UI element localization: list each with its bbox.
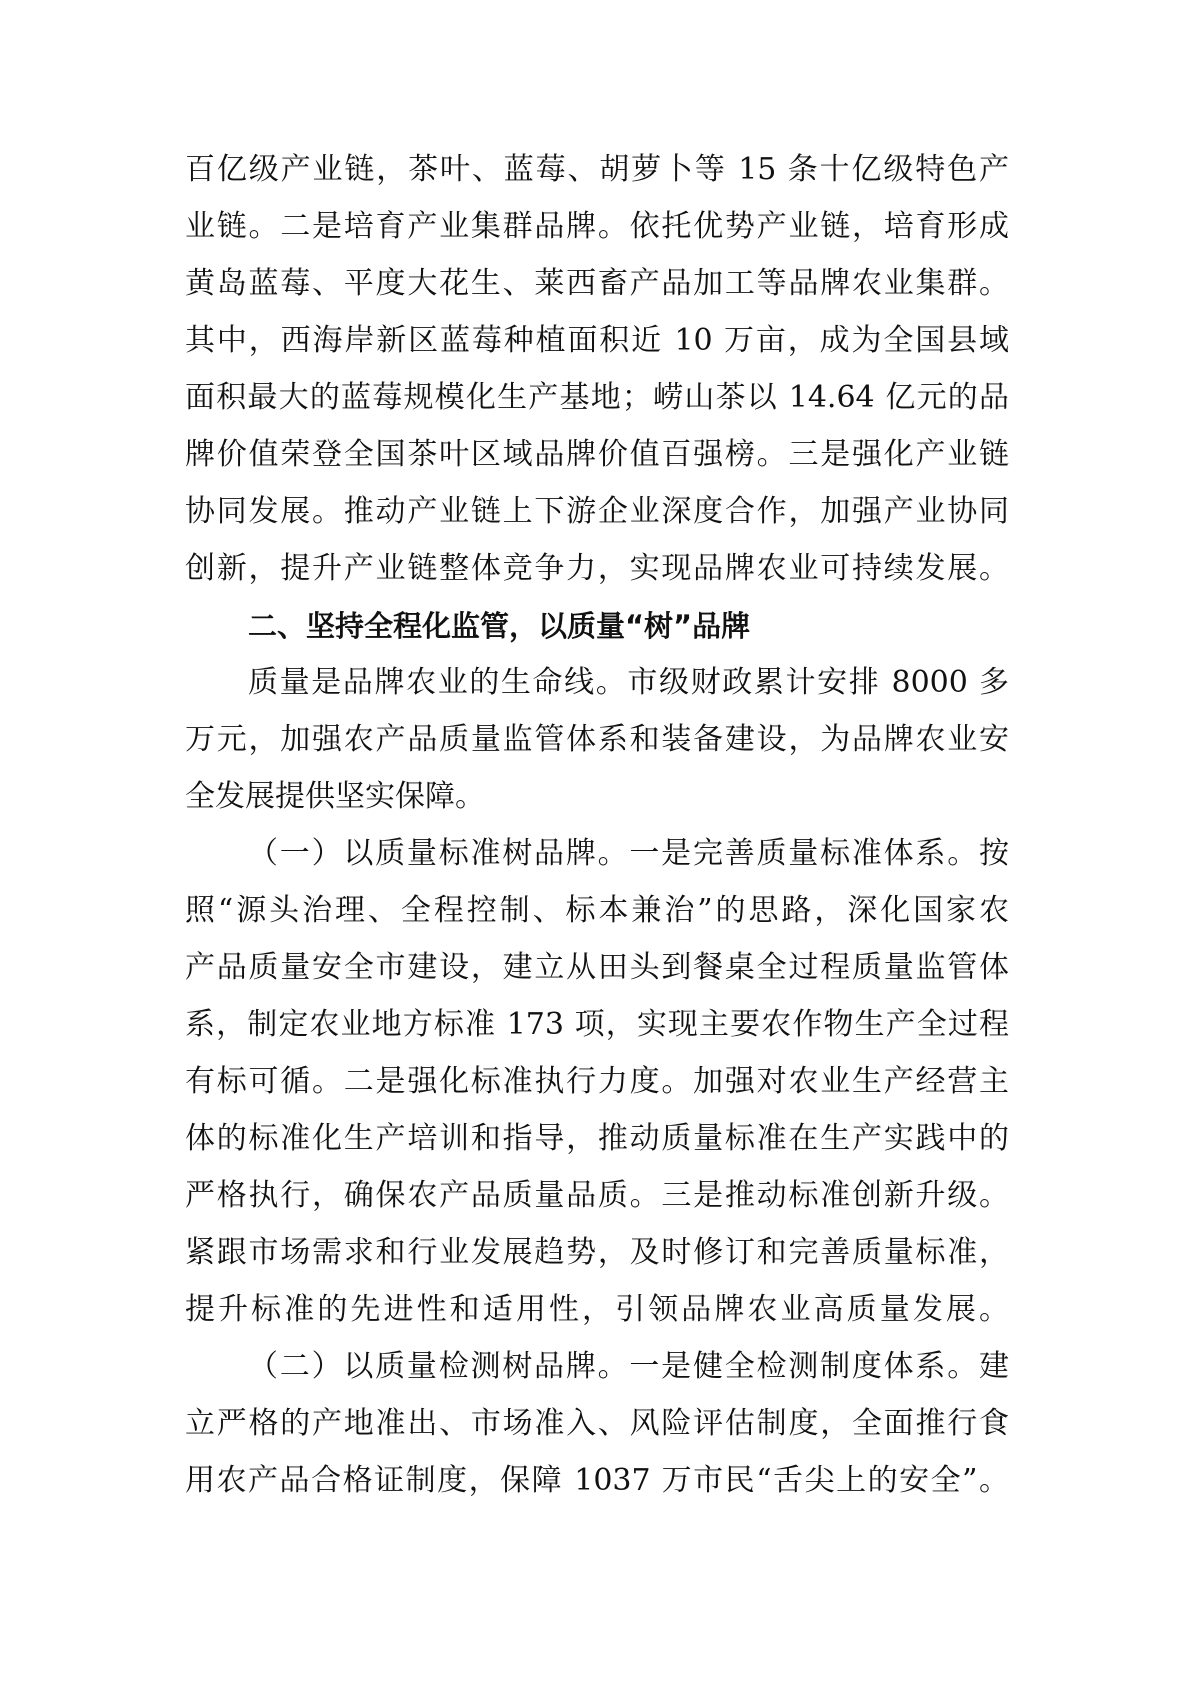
text-line-3: 黄岛蓝莓、平度大花生、莱西畜产品加工等品牌农业集群。 xyxy=(185,266,1009,301)
text-line-2: 业链。二是培育产业集群品牌。依托优势产业链，培育形成 xyxy=(185,209,1009,244)
text-line-14: 照“源头治理、全程控制、标本兼治”的思路，深化国家农 xyxy=(185,893,1009,928)
text-line-1: 百亿级产业链，茶叶、蓝莓、胡萝卜等 15 条十亿级特色产 xyxy=(185,152,1009,187)
section-heading-2: 二、坚持全程化监管，以质量“树”品牌 xyxy=(248,609,751,643)
text-line-18: 体的标准化生产培训和指导，推动质量标准在生产实践中的 xyxy=(185,1121,1009,1156)
text-line-16: 系，制定农业地方标准 173 项，实现主要农作物生产全过程 xyxy=(185,1007,1009,1042)
text-line-6: 牌价值荣登全国茶叶区域品牌价值百强榜。三是强化产业链 xyxy=(185,437,1009,472)
text-line-11: 万元，加强农产品质量监管体系和装备建设，为品牌农业安 xyxy=(185,722,1009,757)
text-line-10: 质量是品牌农业的生命线。市级财政累计安排 8000 多 xyxy=(248,665,1009,700)
text-line-7: 协同发展。推动产业链上下游企业深度合作，加强产业协同 xyxy=(185,494,1009,529)
text-line-19: 严格执行，确保农产品质量品质。三是推动标准创新升级。 xyxy=(185,1178,1009,1213)
text-line-8: 创新，提升产业链整体竞争力，实现品牌农业可持续发展。 xyxy=(185,551,1009,586)
text-line-20: 紧跟市场需求和行业发展趋势，及时修订和完善质量标准， xyxy=(185,1235,1009,1270)
text-line-15: 产品质量安全市建设，建立从田头到餐桌全过程质量监管体 xyxy=(185,950,1009,985)
text-line-17: 有标可循。二是强化标准执行力度。加强对农业生产经营主 xyxy=(185,1064,1009,1099)
subsection-line-2: （二）以质量检测树品牌。一是健全检测制度体系。建 xyxy=(248,1349,1009,1384)
text-line-24: 用农产品合格证制度，保障 1037 万市民“舌尖上的安全”。 xyxy=(185,1463,1009,1498)
subsection-line-1: （一）以质量标准树品牌。一是完善质量标准体系。按 xyxy=(248,836,1009,871)
text-line-4: 其中，西海岸新区蓝莓种植面积近 10 万亩，成为全国县域 xyxy=(185,323,1009,358)
text-line-21: 提升标准的先进性和适用性，引领品牌农业高质量发展。 xyxy=(185,1292,1009,1327)
text-line-23: 立严格的产地准出、市场准入、风险评估制度，全面推行食 xyxy=(185,1406,1009,1441)
text-line-5: 面积最大的蓝莓规模化生产基地；崂山茶以 14.64 亿元的品 xyxy=(185,380,1009,415)
text-line-12: 全发展提供坚实保障。 xyxy=(185,779,485,814)
